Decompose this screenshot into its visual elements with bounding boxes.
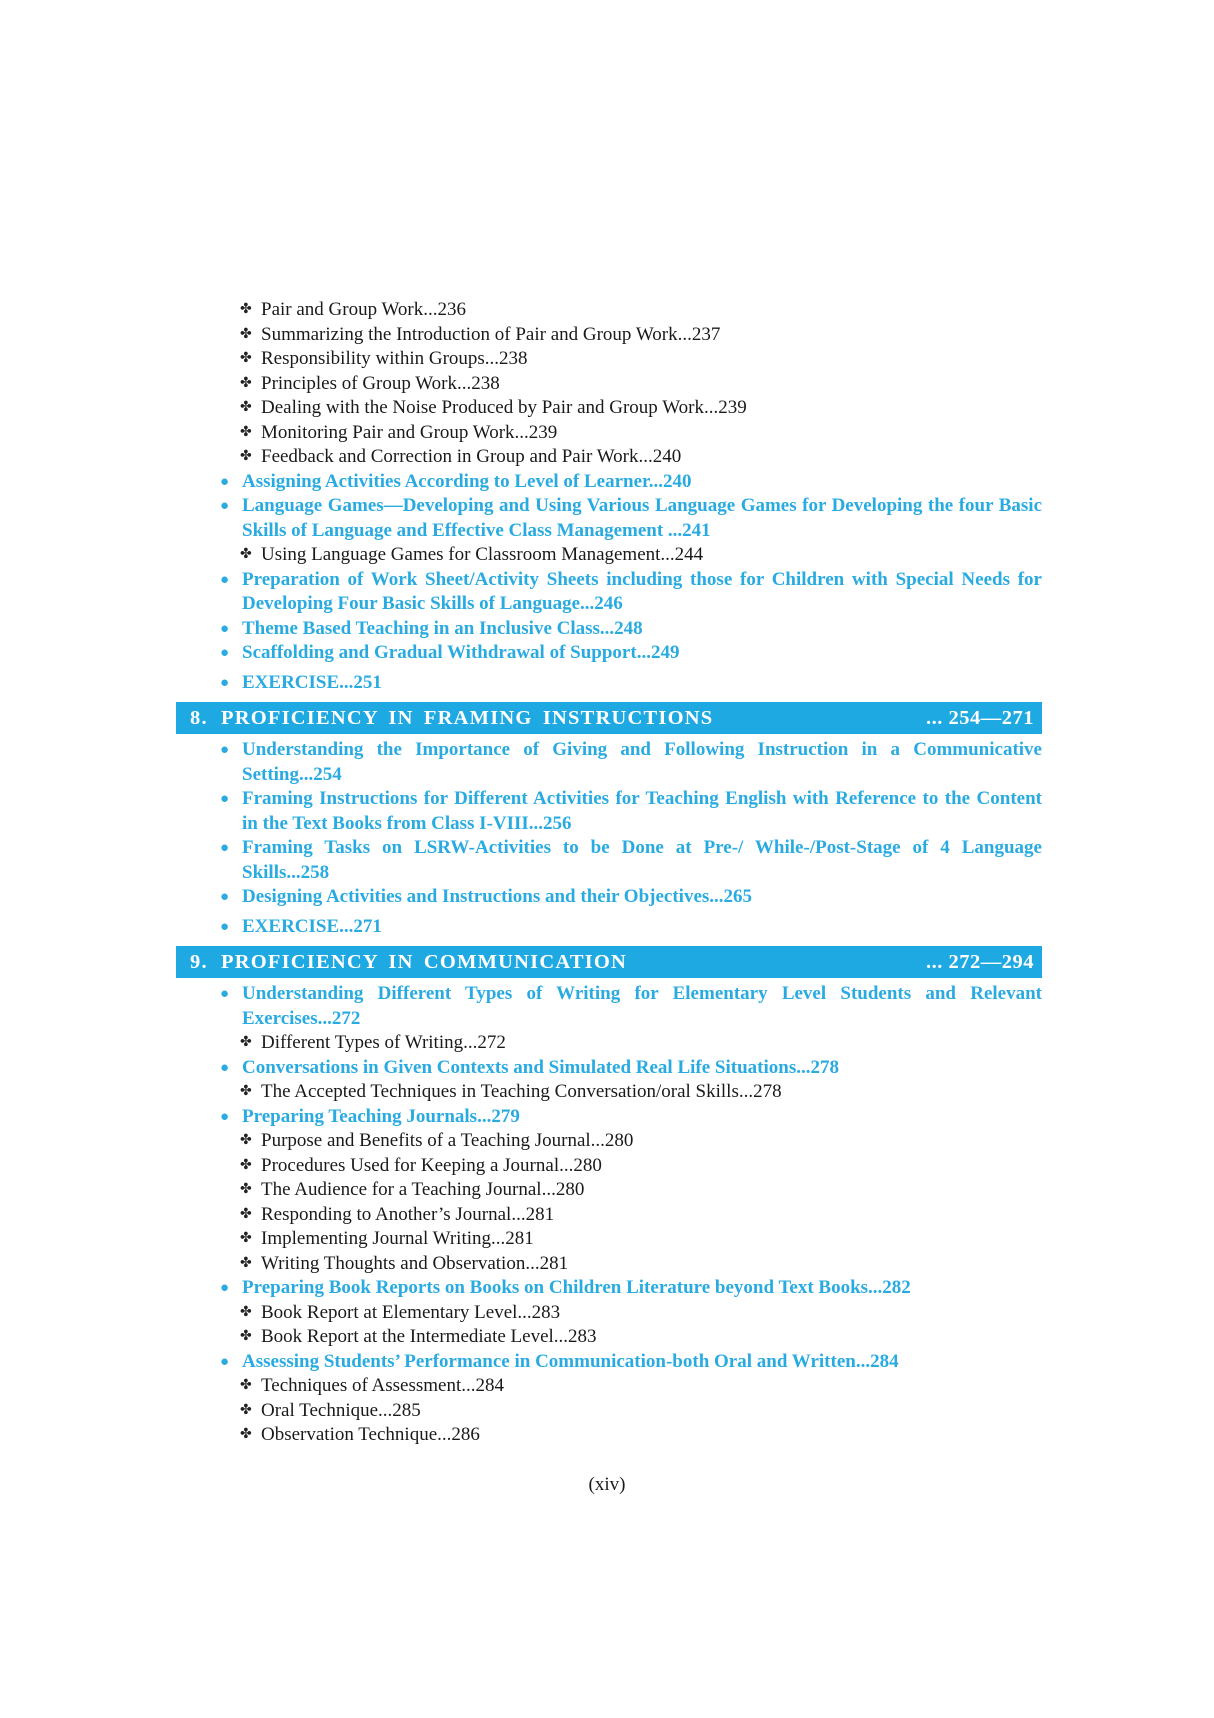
toc-subsection-entry <box>176 372 1042 397</box>
entry-text: Assessing Students’ Performance in Communication-both Oral and Written...284 <box>242 1350 899 1372</box>
bullet-cross-icon: ✤ <box>240 1329 252 1344</box>
toc-section-entry <box>176 836 1042 885</box>
toc-section-entry <box>176 787 1042 836</box>
entry-text: Procedures Used for Keeping a Journal...280 <box>261 1154 602 1176</box>
toc-subsection-entry <box>176 1374 1042 1399</box>
toc-section-entry <box>176 1105 1042 1130</box>
entry-text: Pair and Group Work...236 <box>261 299 466 320</box>
toc-section-entry <box>176 915 1042 940</box>
toc-section-entry <box>176 1350 1042 1375</box>
toc-subsection-entry <box>176 1178 1042 1203</box>
bullet-cross-icon: ✤ <box>240 1206 252 1222</box>
chapter-page-range: ... 272—294 <box>926 951 1034 973</box>
bullet-dot-icon: ● <box>220 1108 230 1125</box>
toc-subsection-entry <box>176 1154 1042 1179</box>
bullet-dot-icon: ● <box>220 498 230 514</box>
bullet-dot-icon: ● <box>220 620 230 637</box>
bullet-cross-icon: ✤ <box>240 424 252 440</box>
entry-text: Oral Technique...285 <box>261 1399 421 1421</box>
entry-text: Preparing Book Reports on Books on Children Literature beyond Text Books...282 <box>242 1277 911 1298</box>
entry-text: Feedback and Correction in Group and Pair Work...240 <box>261 446 682 467</box>
toc-section-entry <box>176 982 1042 1031</box>
bullet-cross-icon: ✤ <box>240 1304 252 1320</box>
bullet-cross-icon: ✤ <box>240 400 252 415</box>
entry-text: Responding to Another’s Journal...281 <box>261 1203 555 1225</box>
entry-text: Preparation of Work Sheet/Activity Sheets including those for Children with Special Needs for Developing Four Basic Skills of Language...246 <box>242 568 1042 614</box>
entry-text: Using Language Games for Classroom Management...244 <box>261 544 704 565</box>
chapter-title: PROFICIENCY IN COMMUNICATION <box>221 951 628 973</box>
chapter-heading <box>176 702 1042 734</box>
bullet-dot-icon: ● <box>220 645 230 661</box>
toc-subsection-entry <box>176 347 1042 372</box>
toc-section-entry <box>176 1056 1042 1081</box>
table-of-contents <box>176 298 1042 1448</box>
toc-subsection-entry <box>176 1080 1042 1105</box>
entry-text: Language Games—Developing and Using Various Language Games for Developing the four Basic Skills of Language and Effective Class Management ...241 <box>242 495 1042 541</box>
entry-text: Dealing with the Noise Produced by Pair and Group Work...239 <box>261 397 747 418</box>
bullet-cross-icon: ✤ <box>240 351 252 366</box>
bullet-cross-icon: ✤ <box>240 375 252 391</box>
bullet-cross-icon: ✤ <box>240 1035 252 1050</box>
toc-subsection-entry <box>176 396 1042 421</box>
toc-section-entry <box>176 568 1042 617</box>
entry-text: Monitoring Pair and Group Work...239 <box>261 421 558 443</box>
entry-text: Scaffolding and Gradual Withdrawal of Support...249 <box>242 642 680 663</box>
bullet-cross-icon: ✤ <box>240 1378 252 1393</box>
toc-subsection-entry <box>176 1252 1042 1277</box>
bullet-dot-icon: ● <box>220 840 230 856</box>
bullet-dot-icon: ● <box>220 674 230 691</box>
toc-subsection-entry <box>176 543 1042 568</box>
toc-section-entry <box>176 671 1042 696</box>
toc-subsection-entry <box>176 298 1042 323</box>
bullet-cross-icon: ✤ <box>240 1182 252 1197</box>
entry-text: Designing Activities and Instructions and their Objectives...265 <box>242 886 753 907</box>
toc-subsection-entry <box>176 1129 1042 1154</box>
entry-text: Techniques of Assessment...284 <box>261 1375 505 1396</box>
toc-section-entry <box>176 617 1042 642</box>
entry-text: Implementing Journal Writing...281 <box>261 1228 534 1249</box>
entry-text: Book Report at the Intermediate Level...283 <box>261 1326 597 1347</box>
page-number: (xiv) <box>588 1474 626 1495</box>
toc-subsection-entry <box>176 445 1042 470</box>
toc-subsection-entry <box>176 1399 1042 1424</box>
toc-subsection-entry <box>176 1423 1042 1448</box>
entry-text: Responsibility within Groups...238 <box>261 348 528 369</box>
entry-text: Framing Tasks on LSRW-Activities to be Done at Pre-/ While-/Post-Stage of 4 Language Skills...258 <box>242 837 1042 883</box>
bullet-dot-icon: ● <box>220 473 230 490</box>
bullet-dot-icon: ● <box>220 571 230 588</box>
bullet-dot-icon: ● <box>220 986 230 1002</box>
entry-text: Conversations in Given Contexts and Simulated Real Life Situations...278 <box>242 1056 839 1078</box>
bullet-dot-icon: ● <box>220 1353 230 1370</box>
toc-subsection-entry <box>176 323 1042 348</box>
entry-text: Purpose and Benefits of a Teaching Journal...280 <box>261 1130 634 1151</box>
chapter-page-range: ... 254—271 <box>926 707 1034 729</box>
toc-section-entry <box>176 494 1042 543</box>
bullet-cross-icon: ✤ <box>240 1084 252 1099</box>
bullet-cross-icon: ✤ <box>240 547 252 562</box>
bullet-cross-icon: ✤ <box>240 449 252 464</box>
entry-text: Theme Based Teaching in an Inclusive Class...248 <box>242 617 643 639</box>
bullet-cross-icon: ✤ <box>240 1255 252 1271</box>
toc-section-entry <box>176 1276 1042 1301</box>
bullet-cross-icon: ✤ <box>240 1231 252 1246</box>
bullet-cross-icon: ✤ <box>240 1133 252 1148</box>
entry-text: Book Report at Elementary Level...283 <box>261 1301 561 1323</box>
entry-text: Preparing Teaching Journals...279 <box>242 1105 520 1127</box>
entry-text: Writing Thoughts and Observation...281 <box>261 1252 569 1274</box>
toc-subsection-entry <box>176 1301 1042 1326</box>
entry-text: EXERCISE...251 <box>242 671 382 693</box>
chapter-number: 9. <box>190 951 208 973</box>
entry-text: The Accepted Techniques in Teaching Conversation/oral Skills...278 <box>261 1081 782 1102</box>
bullet-cross-icon: ✤ <box>240 1402 252 1418</box>
toc-subsection-entry <box>176 421 1042 446</box>
bullet-dot-icon: ● <box>220 1059 230 1076</box>
entry-text: Framing Instructions for Different Activities for Teaching English with Reference to the Content in the Text Books from Class I-VIII...256 <box>242 788 1042 834</box>
toc-section-entry <box>176 641 1042 666</box>
toc-section-entry <box>176 738 1042 787</box>
chapter-number: 8. <box>190 707 208 729</box>
entry-text: Understanding the Importance of Giving and Following Instruction in a Communicative Setting...254 <box>242 739 1042 785</box>
entry-text: Understanding Different Types of Writing for Elementary Level Students and Relevant Exercises...272 <box>242 983 1042 1029</box>
bullet-dot-icon: ● <box>220 918 230 935</box>
bullet-cross-icon: ✤ <box>240 1157 252 1173</box>
toc-subsection-entry <box>176 1325 1042 1350</box>
toc-section-entry <box>176 885 1042 910</box>
chapter-heading <box>176 946 1042 978</box>
entry-text: Principles of Group Work...238 <box>261 372 500 394</box>
entry-text: The Audience for a Teaching Journal...280 <box>261 1179 585 1200</box>
toc-section-entry <box>176 470 1042 495</box>
entry-text: EXERCISE...271 <box>242 915 382 937</box>
entry-text: Summarizing the Introduction of Pair and Group Work...237 <box>261 323 721 345</box>
bullet-dot-icon: ● <box>220 1280 230 1296</box>
bullet-cross-icon: ✤ <box>240 326 252 342</box>
chapter-title: PROFICIENCY IN FRAMING INSTRUCTIONS <box>221 707 714 729</box>
toc-subsection-entry <box>176 1203 1042 1228</box>
bullet-dot-icon: ● <box>220 791 230 807</box>
bullet-cross-icon: ✤ <box>240 302 252 317</box>
toc-subsection-entry <box>176 1031 1042 1056</box>
entry-text: Assigning Activities According to Level of Learner...240 <box>242 470 692 492</box>
toc-subsection-entry <box>176 1227 1042 1252</box>
bullet-cross-icon: ✤ <box>240 1427 252 1442</box>
entry-text: Observation Technique...286 <box>261 1424 480 1445</box>
bullet-dot-icon: ● <box>220 742 230 758</box>
bullet-dot-icon: ● <box>220 889 230 905</box>
entry-text: Different Types of Writing...272 <box>261 1032 506 1053</box>
